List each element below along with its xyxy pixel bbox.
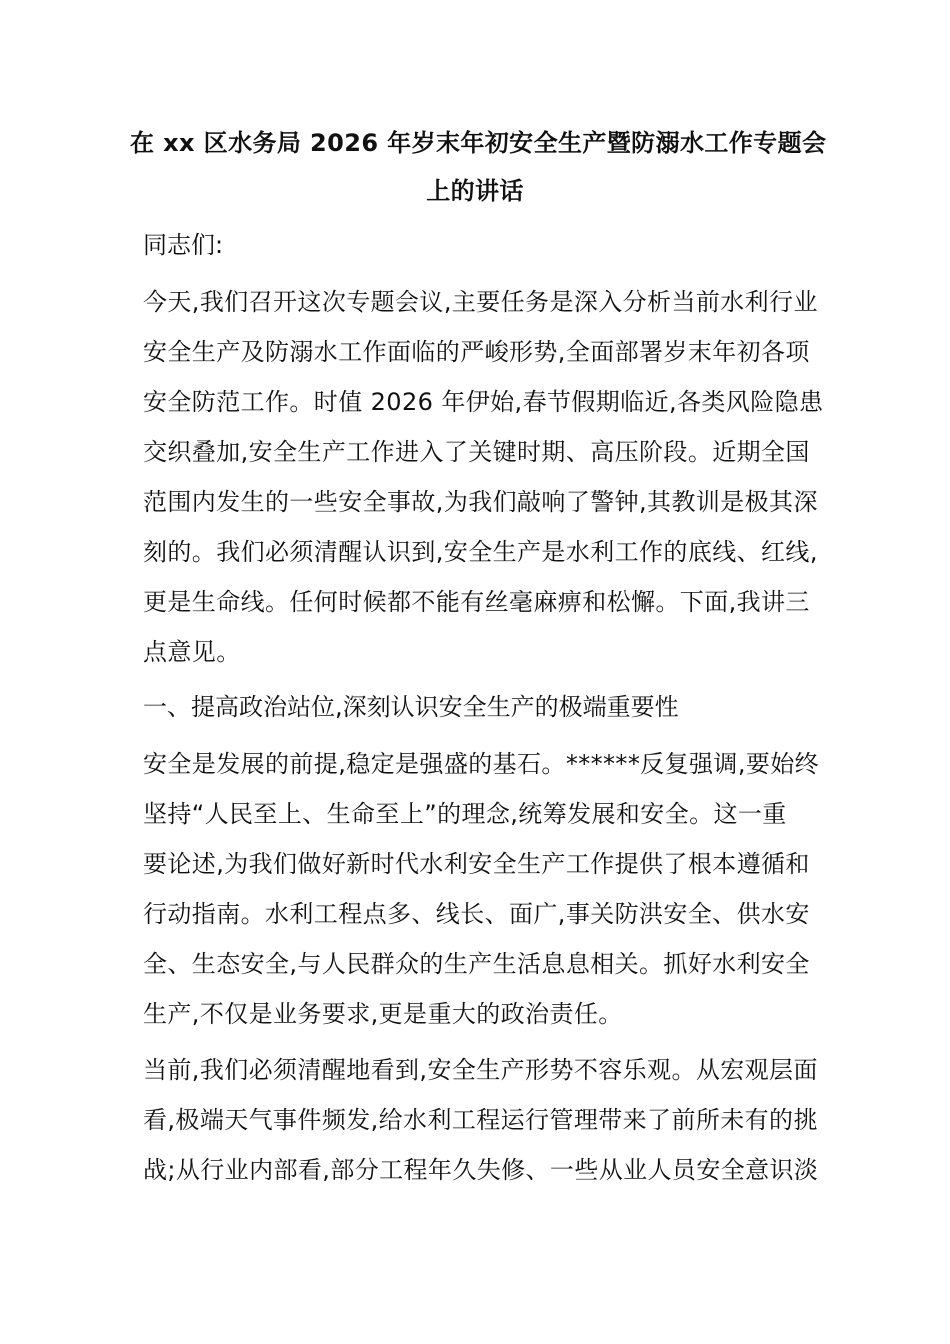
- text-line: 交织叠加,安全生产工作进入了关键时期、高压阶段。近期全国: [143, 438, 810, 466]
- text-line: 安全生产及防溺水工作面临的严峻形势,全面部署岁末年初各项: [143, 338, 810, 366]
- text-line: 坚持“人民至上、生命至上”的理念,统筹发展和安全。这一重: [143, 800, 787, 828]
- section-heading-1: 一、提高政治站位,深刻认识安全生产的极端重要性: [143, 693, 679, 721]
- text-line: 安全是发展的前提,稳定是强盛的基石。******反复强调,要始终: [143, 750, 820, 778]
- text-line: 战;从行业内部看,部分工程年久失修、一些从业人员安全意识淡: [143, 1156, 819, 1184]
- text-line: 要论述,为我们做好新时代水利安全生产工作提供了根本遵循和: [143, 850, 810, 878]
- text-line: 生产,不仅是业务要求,更是重大的政治责任。: [143, 1000, 623, 1028]
- paragraph-intro: [143, 277, 824, 677]
- text-line: 范围内发生的一些安全事故,为我们敲响了警钟,其教训是极其深: [143, 488, 818, 516]
- text-line: 看,极端天气事件频发,给水利工程运行管理带来了前所未有的挑: [143, 1106, 818, 1134]
- paragraph-2: [143, 739, 820, 1039]
- text-line: 安全防范工作。时值 2026 年伊始,春节假期临近,各类风险隐患: [143, 388, 824, 416]
- text-line: 今天,我们召开这次专题会议,主要任务是深入分析当前水利行业: [143, 288, 818, 316]
- document-title: [130, 119, 827, 215]
- salutation: 同志们:: [143, 231, 224, 259]
- paragraph-3: [143, 1045, 819, 1195]
- text-line: 点意见。: [143, 638, 241, 666]
- title-line: 上的讲话: [426, 177, 524, 205]
- text-line: 刻的。我们必须清醒认识到,安全生产是水利工作的底线、红线,: [143, 538, 818, 566]
- title-line: 在 xx 区水务局 2026 年岁末年初安全生产暨防溺水工作专题会: [130, 129, 827, 157]
- text-line: 当前,我们必须清醒地看到,安全生产形势不容乐观。从宏观层面: [143, 1056, 818, 1084]
- text-line: 更是生命线。任何时候都不能有丝毫麻痹和松懈。下面,我讲三: [143, 588, 810, 616]
- text-line: 行动指南。水利工程点多、线长、面广,事关防洪安全、供水安: [143, 900, 810, 928]
- text-line: 全、生态安全,与人民群众的生产生活息息相关。抓好水利安全: [143, 950, 810, 978]
